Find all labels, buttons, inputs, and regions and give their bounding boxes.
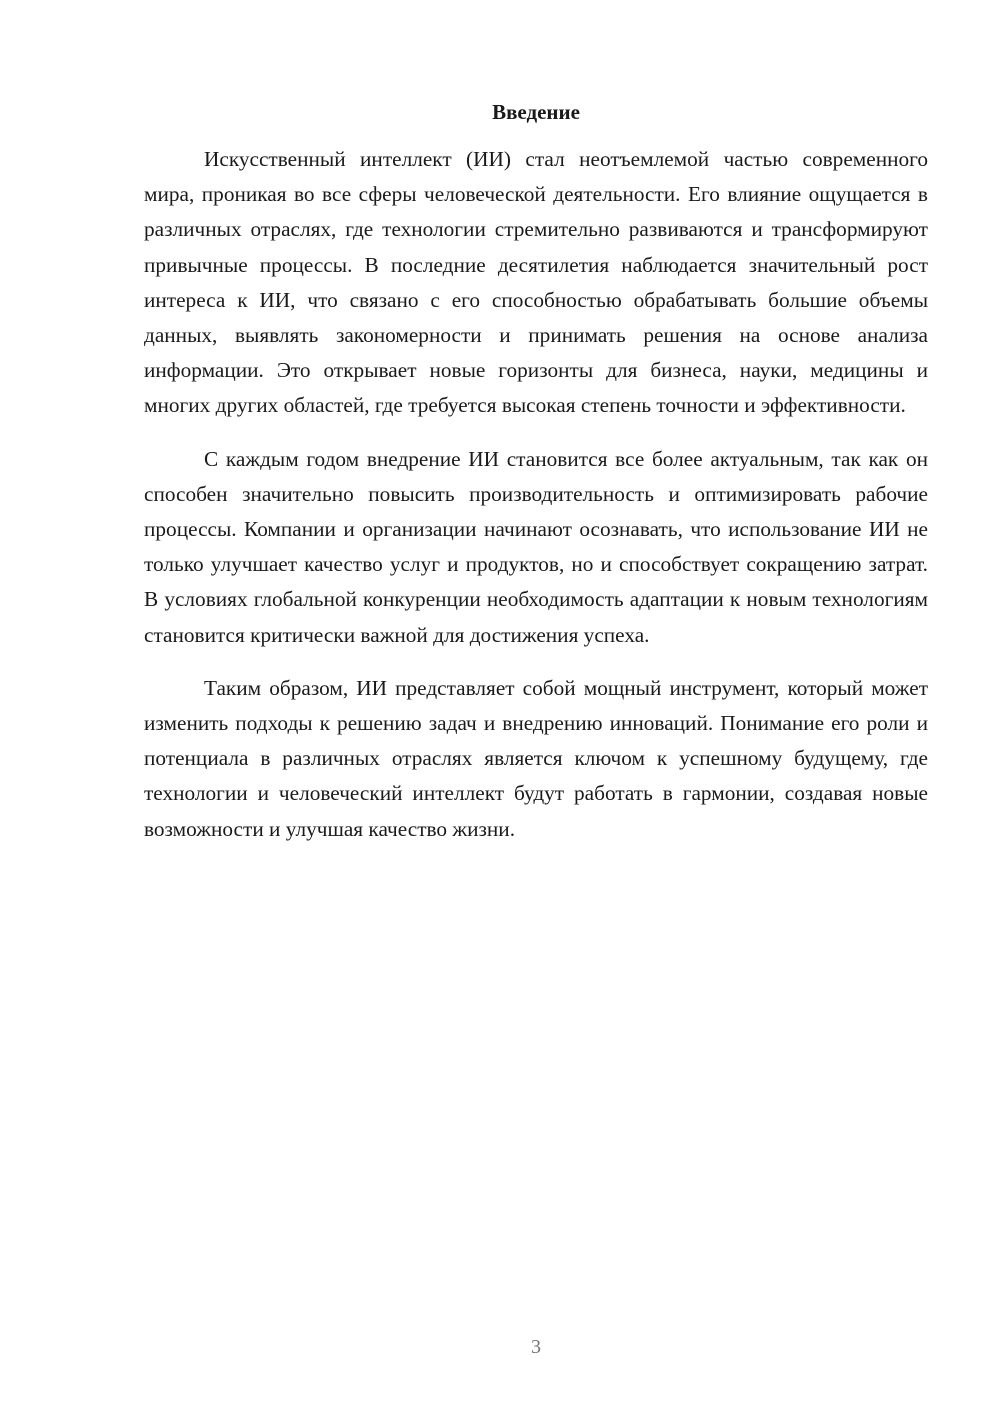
paragraph-3: Таким образом, ИИ представляет собой мощный инструмент, который может изменить подходы к решению задач и внедрению инноваций. Понимание его роли и потенциала в различных отраслях является ключом к успешному будущему, где технологии и человеческий интеллект будут работать в гармонии, создавая новые возможности и улучшая качество жизни. <box>144 675 928 841</box>
document-body <box>144 142 928 865</box>
paragraph-2: С каждым годом внедрение ИИ становится все более актуальным, так как он способен значительно повысить производительность и оптимизировать рабочие процессы. Компании и организации начинают осознавать, что использование ИИ не только улучшает качество услуг и продуктов, но и способствует сокращению затрат. В условиях глобальной конкуренции необходимость адаптации к новым технологиям становится критически важной для достижения успеха. <box>144 446 928 647</box>
paragraph-1: Искусственный интеллект (ИИ) стал неотъемлемой частью современного мира, проникая во все сферы человеческой деятельности. Его влияние ощущается в различных отраслях, где технологии стремительно развиваются и трансформируют привычные процессы. В последние десятилетия наблюдается значительный рост интереса к ИИ, что связано с его способностью обрабатывать большие объемы данных, выявлять закономерности и принимать решения на основе анализа информации. Это открывает новые горизонты для бизнеса, науки, медицины и многих других областей, где требуется высокая степень точности и эффективности. <box>144 147 928 418</box>
page-number: 3 <box>531 1336 541 1358</box>
section-title: Введение <box>492 100 580 124</box>
